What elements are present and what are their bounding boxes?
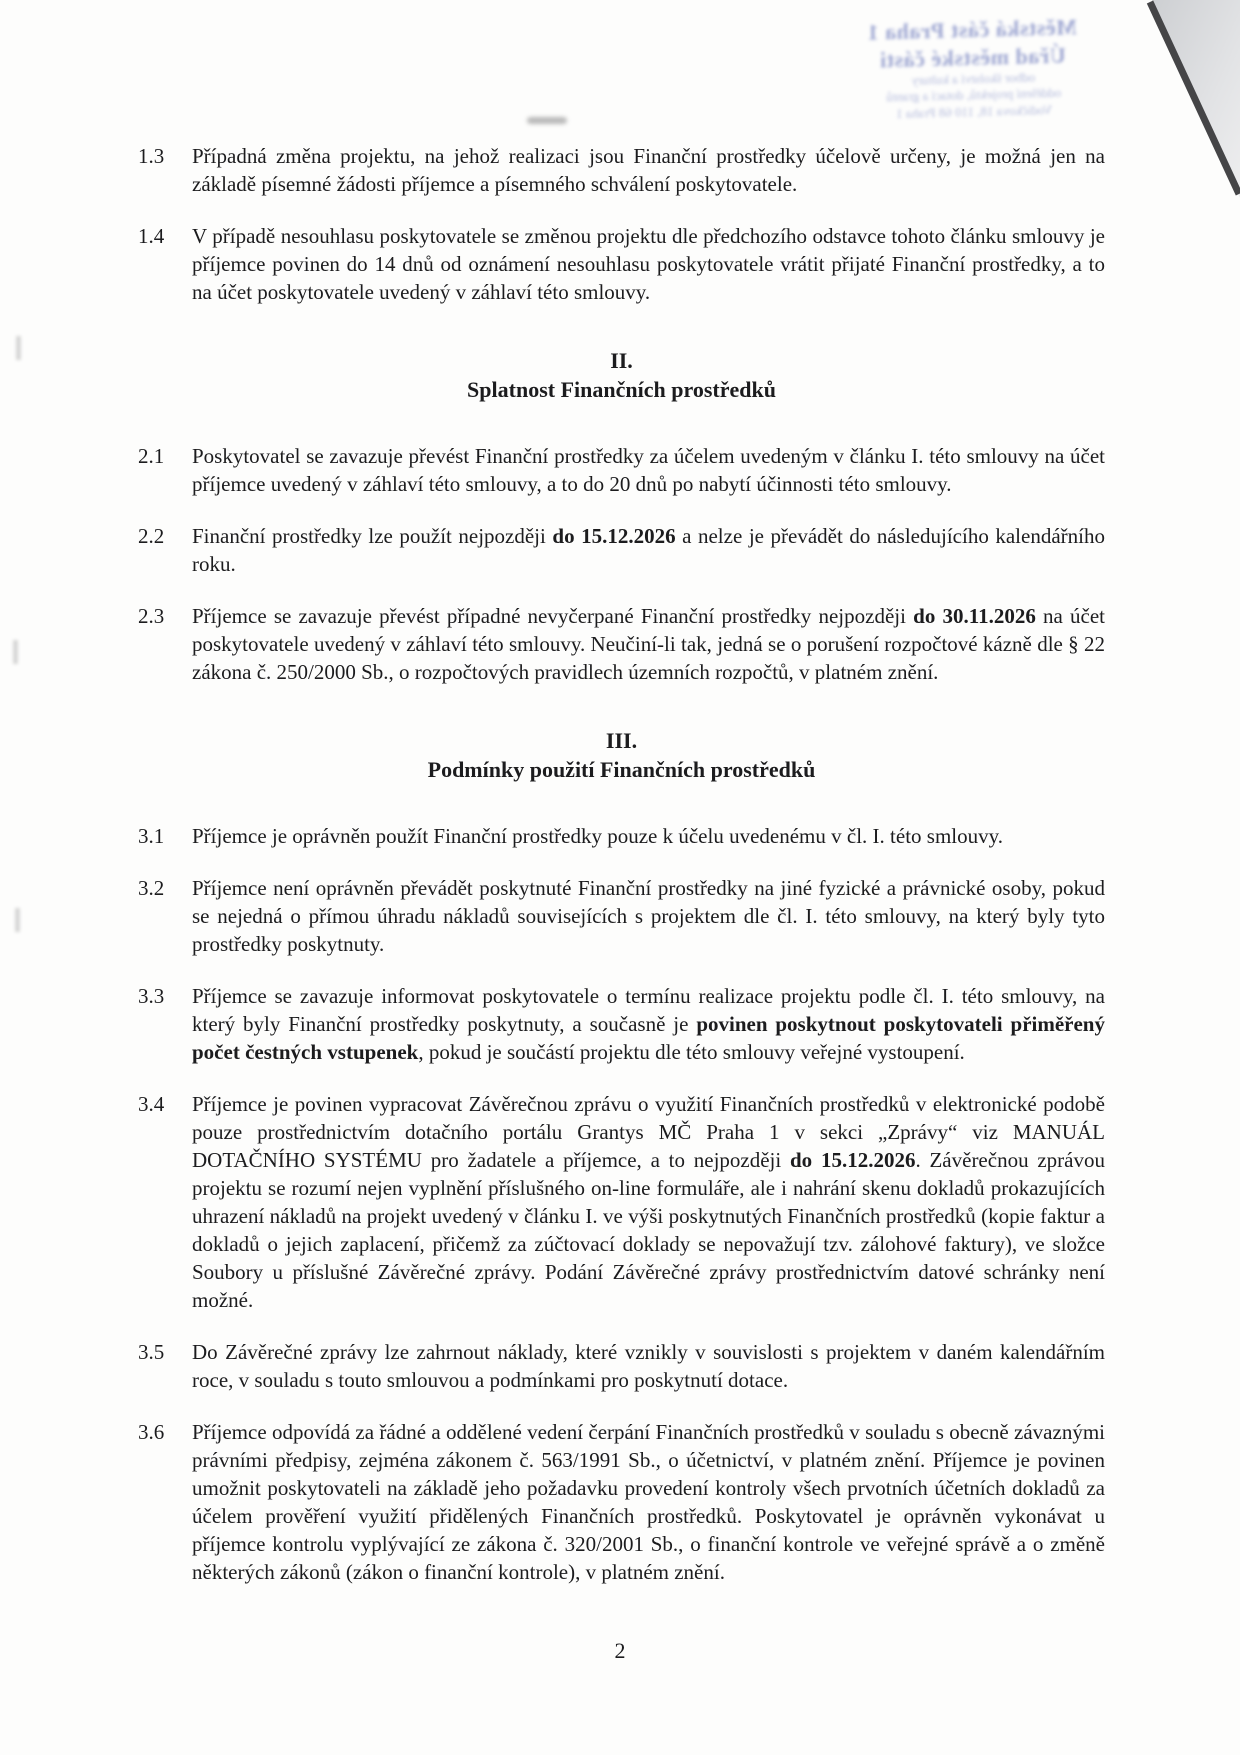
scan-edge-mark [13, 640, 18, 664]
clause-number: 3.5 [138, 1340, 165, 1364]
clause-row [138, 522, 1105, 578]
clause-text [192, 522, 1105, 578]
clause-row [138, 822, 1105, 850]
clause-text [192, 982, 1105, 1066]
bleed-through-stamp [827, 12, 1120, 123]
clause-text [192, 1090, 1105, 1314]
clause-number: 1.3 [138, 144, 165, 168]
clause-number: 3.3 [138, 984, 165, 1008]
clause-text-segment: Poskytovatel se zavazuje převést Finanční prostředky za účelem uvedeným v článku I. této smlouvy na účet příjemce uvedený v záhlaví této smlouvy, a to do 20 dnů po nabytí účinnosti této smlouvy. [192, 444, 1105, 496]
clause-number: 2.1 [138, 444, 165, 468]
clause-text-segment: na účet poskytovatele uvedený v záhlaví této smlouvy. Neučiní-li tak, jedná se o porušení rozpočtové kázně dle § 22 zákona č. 250/2000 Sb., o rozpočtových pravidlech územních rozpočtů, v platném znění. [192, 604, 1105, 684]
clause-row [138, 142, 1105, 198]
article-heading-number: III. [605, 728, 638, 753]
clause-row [138, 874, 1105, 958]
scan-smudge [527, 117, 567, 124]
clause-text-segment: Do Závěrečné zprávy lze zahrnout náklady, které vznikly v souvislosti s projektem v daném kalendářním roce, v souladu s touto smlouvou a podmínkami pro poskytnutí dotace. [192, 1340, 1105, 1392]
clause-row [138, 442, 1105, 498]
stamp-line: Úřad městské části [879, 42, 1067, 72]
clause-text [192, 222, 1105, 306]
clause-text-segment: Příjemce je povinen vypracovat Závěrečnou zprávu o využití Finančních prostředků v elektronické podobě pouze prostřednictvím dotačního portálu Grantys MČ Praha 1 v sekci „Zprávy“ viz MANUÁL DOTAČNÍHO SYSTÉMU pro žadatele a příjemce, a to nejpozději [192, 1092, 1105, 1172]
clause-text [192, 874, 1105, 958]
clause-text-segment: do 15.12.2026 [790, 1148, 916, 1172]
clause-text-segment: Příjemce není oprávněn převádět poskytnuté Finanční prostředky na jiné fyzické a právnické osoby, pokud se nejedná o přímou úhradu nákladů souvisejících s projektem dle čl. I. této smlouvy, na který byly tyto prostředky poskytnuty. [192, 876, 1105, 956]
clause-text-segment: do 30.11.2026 [913, 604, 1036, 628]
clause-row [138, 1418, 1105, 1586]
clause-text [192, 1418, 1105, 1586]
clause-text-segment: povinen poskytnout poskytovateli přiměřený počet čestných vstupenek [192, 1012, 1105, 1064]
clause-row [138, 1338, 1105, 1394]
clause-text-segment: Příjemce se zavazuje převést případné nevyčerpané Finanční prostředky nejpozději [192, 604, 914, 628]
clause-text-segment: V případě nesouhlasu poskytovatele se změnou projektu dle předchozího odstavce tohoto článku smlouvy je příjemce povinen do 14 dnů od oznámení nesouhlasu poskytovatele vrátit přijaté Finanční prostředky, a to na účet poskytovatele uvedený v záhlaví této smlouvy. [192, 224, 1105, 304]
clause-number: 3.4 [138, 1092, 165, 1116]
clause-text [192, 142, 1105, 198]
clause-text-segment: Příjemce se zavazuje informovat poskytovatele o termínu realizace projektu podle čl. I. této smlouvy, na který byly Finanční prostředky poskytnuty, a současně je [192, 984, 1105, 1036]
clause-number: 3.6 [138, 1420, 165, 1444]
page-number: 2 [614, 1638, 626, 1663]
clause-text [192, 822, 1105, 850]
article-heading [138, 726, 1105, 784]
clause-row [138, 602, 1105, 686]
scan-edge-mark [15, 908, 20, 932]
stamp-line-illegible: odbor školství a kultury [911, 69, 1036, 88]
stamp-line-illegible: oddělení projektů, dotací a grantů [885, 84, 1062, 105]
page-corner-fold [1118, 0, 1240, 212]
clause-text-segment: Příjemce je oprávněn použít Finanční prostředky pouze k účelu uvedenému v čl. I. této smlouvy. [192, 824, 1004, 848]
clause-text-segment: Příjemce odpovídá za řádné a oddělené vedení čerpání Finančních prostředků v souladu s obecně závaznými právními předpisy, zejména zákonem č. 563/1991 Sb., o účetnictví, v platném znění. Příjemce je povinen umožnit poskytovateli na základě jeho požadavku provedení kontroly všech prvotních účetních dokladů za účelem prověření využití přidělených Finančních prostředků. Poskytovatel je oprávněn vykonávat u příjemce kontrolu vyplývající ze zákona č. 320/2001 Sb., o finanční kontrole ve veřejné správě a o změně některých zákonů (zákon o finanční kontrole), v platném znění. [192, 1420, 1105, 1584]
clause-number: 2.2 [138, 524, 165, 548]
clause-text [192, 442, 1105, 498]
stamp-line: Městská část Praha 1 [866, 14, 1078, 45]
clause-text-segment: Případná změna projektu, na jehož realizaci jsou Finanční prostředky účelově určeny, je možná jen na základě písemné žádosti příjemce a písemného schválení poskytovatele. [192, 144, 1105, 196]
clause-text [192, 1338, 1105, 1394]
clause-text-segment: . Závěrečnou zprávou projektu se rozumí nejen vyplnění příslušného on-line formuláře, ale i nahrání skenu dokladů prokazujících uhrazení nákladů na projekt uvedený v článku I. ve výši poskytnutých Finančních prostředků (kopie faktur a dokladů o jejich zaplacení, přičemž za zúčtovací doklady se nepovažují tzv. zálohové faktury), ve složce Soubory u příslušné Závěrečné zprávy. Podání Závěrečné zprávy prostřednictvím datové schránky není možné. [192, 1148, 1105, 1312]
clause-number: 3.1 [138, 824, 165, 848]
clause-row [138, 1090, 1105, 1314]
clause-text [192, 602, 1105, 686]
clause-row [138, 982, 1105, 1066]
clause-text-segment: , pokud je součástí projektu dle této smlouvy veřejné vystoupení. [418, 1040, 965, 1064]
article-heading-number: II. [610, 348, 633, 373]
clause-number: 1.4 [138, 224, 165, 248]
article-heading [138, 346, 1105, 404]
article-heading-title: Splatnost Finančních prostředků [467, 377, 776, 402]
clause-text-segment: do 15.12.2026 [552, 524, 676, 548]
article-heading-title: Podmínky použití Finančních prostředků [427, 757, 816, 782]
clause-text-segment: a nelze je převádět do následujícího kalendářního roku. [192, 524, 1105, 576]
clause-text-segment: Finanční prostředky lze použít nejpozději [192, 524, 553, 548]
stamp-line-illegible: Vodičkova 18, 110 68 Praha 1 [895, 101, 1053, 121]
clause-number: 2.3 [138, 604, 165, 628]
clause-row [138, 222, 1105, 306]
clause-number: 3.2 [138, 876, 165, 900]
scan-edge-mark [16, 336, 21, 360]
